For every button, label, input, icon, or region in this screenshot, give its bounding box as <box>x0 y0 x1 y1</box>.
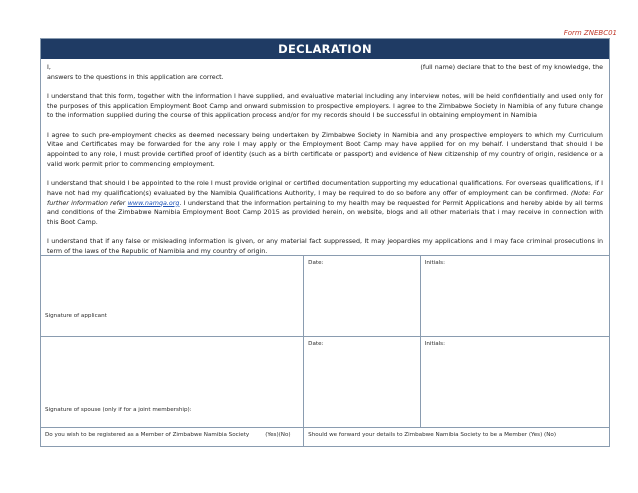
applicant-date-label: Date: <box>308 260 324 266</box>
applicant-signature-label: Signature of applicant <box>45 313 107 319</box>
spouse-signature-field[interactable] <box>41 337 304 428</box>
spouse-signature-row <box>41 337 610 428</box>
membership-question-row <box>41 428 610 447</box>
answers-correct-text: answers to the questions in this application are correct. <box>47 73 224 81</box>
declaration-form <box>40 38 610 438</box>
confidentiality-paragraph: I understand that this form, together with the information I have supplied, and evaluative material including any interview notes, will be held confidentially and used only for the purposes of this application Employment Boot Camp and onward submission to prospective employers. I agree to the Zimbabwe Society in Namibia of any future change to the information supplied during the course of this application process and/or for my records should I be successful in obtaining employment in Namibia <box>47 93 603 120</box>
signature-table <box>40 255 610 447</box>
full-name-line <box>47 63 603 73</box>
spouse-signature-label: Signature of spouse (only if for a joint membership): <box>45 407 192 413</box>
member-registration-question[interactable] <box>41 428 304 447</box>
forward-details-question[interactable] <box>304 428 610 447</box>
form-code: Form ZNEBC01 <box>563 29 617 37</box>
false-information-paragraph: I understand that if any false or misleading information is given, or any material fact suppressed, It may jeopardies my applications and I may face criminal prosecutions in term of the laws of the Republic of Namibia and my country of origin. <box>47 238 603 255</box>
spouse-date-field[interactable] <box>304 337 421 428</box>
pre-employment-paragraph: I agree to such pre-employment checks as deemed necessary being undertaken by Zimbabwe Society in Namibia and any prospective employers to which my Curriculum Vitae and Certificates may be forwarded for the any role I may apply or the Employment Boot Camp may have applied for on my behalf. I understand that should I be appointed to any role, I must provide certified proof of identity (such as a birth certificate or passport) and evidence of New citizenship of my country of origin, residence or a valid work permit prior to commencing employment. <box>47 131 603 168</box>
applicant-signature-row <box>41 256 610 337</box>
applicant-signature-field[interactable] <box>41 256 304 337</box>
member-registration-text: Do you wish to be registered as a Member of Zimbabwe Namibia Society <box>45 432 250 438</box>
qualifications-text-b: . I understand that the information pertaining to my health may be requested for Permit Applications and hereby abide by all terms and conditions of the Zimbabwe Namibia Employment Boot Camp 2015 as provided herein, on website, blogs and all other materials that i may receive in connection with this Boot Camp. <box>47 199 603 226</box>
applicant-initials-label: Initials: <box>424 260 445 266</box>
declaration-title: DECLARATION <box>41 39 609 59</box>
spouse-initials-field[interactable] <box>420 337 609 428</box>
qualifications-text-a: I understand that should I be appointed to the role I must provide original or certified documentation supporting my educational qualifications. For overseas qualifications, if I have not had my qualification(s) evaluated by the Namibia Qualifications Authority, I may be required to do so before any offer of employment can be confirmed. <box>47 180 603 197</box>
spouse-initials-label: Initials: <box>424 341 445 347</box>
qualifications-paragraph <box>47 179 603 228</box>
full-name-prefix: I, <box>47 64 51 71</box>
applicant-initials-field[interactable] <box>420 256 609 337</box>
member-registration-yes-no[interactable]: (Yes)(No) <box>265 432 291 438</box>
namqa-link[interactable]: www.namqa.org <box>127 199 180 207</box>
spouse-date-label: Date: <box>308 341 324 347</box>
declaration-body <box>41 59 609 257</box>
qualifications-note: (Note: For further information refer <box>47 189 603 207</box>
forward-details-text: Should we forward your details to Zimbabwe Namibia Society to be a Member (Yes) (No) <box>308 432 556 438</box>
applicant-date-field[interactable] <box>304 256 421 337</box>
full-name-declare-text: (full name) declare that to the best of my knowledge, the <box>420 64 603 71</box>
